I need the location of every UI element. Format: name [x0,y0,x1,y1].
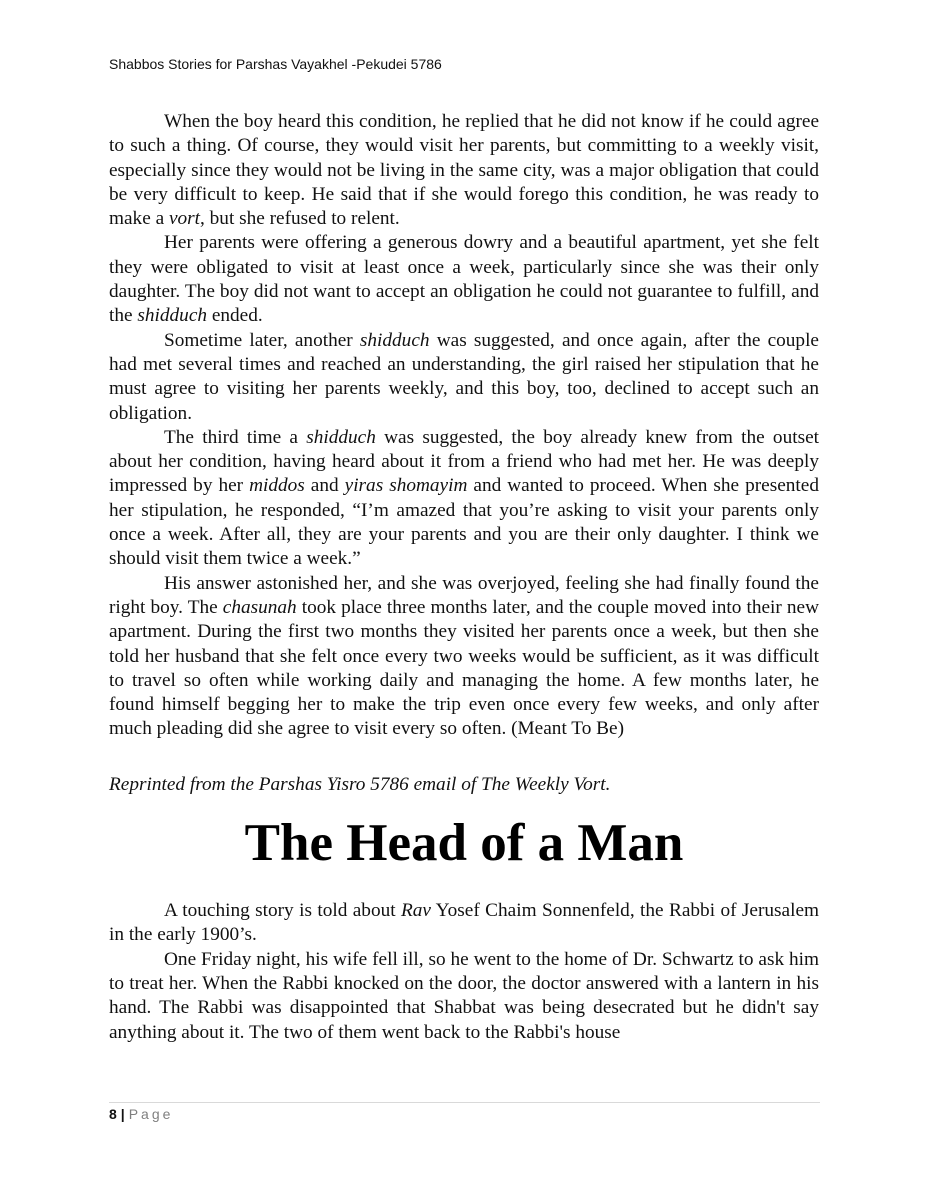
page-label: Page [128,1106,174,1122]
article-2-body [109,899,819,1045]
paragraph: When the boy heard this condition, he replied that he did not know if he could agree to such a thing. Of course, they would visit her parents, but committing to a weekly visit, especially since they would not be living in the same city, was a major obligation that could be very difficult to keep. He said that if she would forego this condition, he was ready to make a vort, but she refused to relent. [109,111,819,230]
page-number: 8 [109,1106,117,1122]
footer-separator: | [120,1106,125,1122]
paragraph: Her parents were offering a generous dowry and a beautiful apartment, yet she felt they were obligated to visit at least once a week, particularly since she was their only daughter. The boy did not want to accept an obligation he could not guarantee to fulfill, and the shidduch ended. [109,232,819,327]
article-2-title: The Head of a Man [244,814,684,873]
reprint-credit: Reprinted from the Parshas Yisro 5786 email of The Weekly Vort. [109,773,611,795]
page-footer [109,1106,173,1122]
running-header: Shabbos Stories for Parshas Vayakhel -Pekudei 5786 [109,56,442,72]
body-text [109,110,819,1045]
paragraph: Sometime later, another shidduch was suggested, and once again, after the couple had met several times and reached an understanding, the girl raised her stipulation that he must agree to visiting her parents weekly, and this boy, too, declined to accept such an obligation. [109,329,819,424]
paragraph: A touching story is told about Rav Yosef Chaim Sonnenfeld, the Rabbi of Jerusalem in the early 1900’s. [109,900,820,946]
paragraph: The third time a shidduch was suggested, the boy already knew from the outset about her condition, having heard about it from a friend who had met her. He was deeply impressed by her middos and yiras shomayim and wanted to proceed. When she presented her stipulation, he responded, “I’m amazed that you’re asking to visit your parents only once a week. After all, they are your parents and you are their only daughter. I think we should visit them twice a week.” [109,426,819,570]
paragraph: One Friday night, his wife fell ill, so he went to the home of Dr. Schwartz to ask him to treat her. When the Rabbi knocked on the door, the doctor answered with a lantern in his hand. The Rabbi was disappointed that Shabbat was being desecrated but he didn't say anything about it. The two of them went back to the Rabbi's house [109,948,819,1043]
article-1-body [109,110,819,742]
footer-divider [109,1102,820,1103]
paragraph: His answer astonished her, and she was overjoyed, feeling she had finally found the right boy. The chasunah took place three months later, and the couple moved into their new apartment. During the first two months they visited her parents once a week, but then she told her husband that she felt once every two weeks would be sufficient, as it was difficult to travel so often while working daily and managing the home. A few months later, he found himself begging her to make the trip even once every few weeks, and only after much pleading did she agree to visit every so often. (Meant To Be) [109,572,820,740]
